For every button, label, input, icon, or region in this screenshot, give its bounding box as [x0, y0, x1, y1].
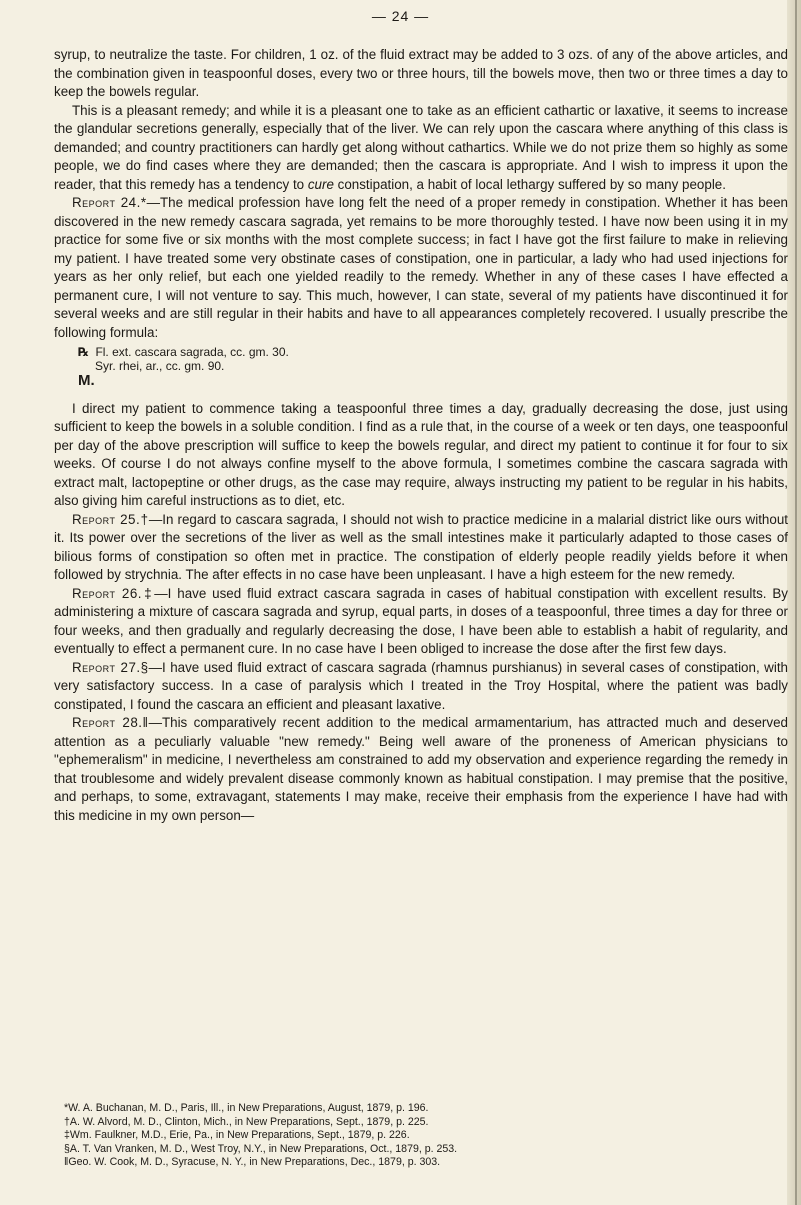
paragraph-pleasant-remedy — [54, 102, 788, 195]
footnotes — [64, 1102, 764, 1170]
report-label: Report 24.* — [72, 195, 147, 210]
report-25 — [54, 511, 788, 585]
page-number: — 24 — — [371, 8, 430, 24]
report-text: —The medical profession have long felt the need of a proper remedy in constipation. Whether it has been discovered in the new remedy cascara sagrada, yet remains to be more thoroughly tested. I have now been using it in my practice for some five or six months with the most complete success; in fact I have got the first failure to make in relieving my patient. I have treated some very obstinate cases of constipation, one in particular, a lady who had used injections for years as her only relief, but each one yielded readily to the remedy. Whether in any of these cases I have effected a permanent cure, I will not venture to say. This much, however, I can state, several of my patients have discontinued it for several weeks and are still regular in their habits and have to all appearances completely recovered. I usually prescribe the following formula: — [54, 195, 789, 340]
prescription-mark: M. — [78, 372, 95, 389]
report-text: —In regard to cascara sagrada, I should not wish to practice medicine in a malarial district like ours without it. Its power over the secretions of the liver as well as the small intestines make it particularly adapted to those cases of bilious forms of constipation so often met in practice. The constipation of elderly people readily yields before it when followed by strychnia. The after effects in no case have been unpleasant. I have a high esteem for the new remedy. — [54, 511, 788, 582]
binding-line — [795, 0, 797, 1205]
report-label: Report 25.† — [72, 511, 149, 527]
paragraph-directions: I direct my patient to commence taking a teaspoonful three times a day, gradually decreasing the dose, just using sufficient to keep the bowels in a soluble condition. I find as a rule that, in the course of a week or ten days, one teaspoonful per day of the above prescription will suffice to keep the bowels regular, and direct my patient to continue it for four to six weeks. Of course I do not always confine myself to the above formula, I sometimes combine the cascara sagrada with extract malt, lactopeptine or other drugs, as the case may require, always instructing my patient to be regular in his habits, also giving him careful instructions as to diet, etc. — [54, 400, 788, 508]
body-text — [54, 46, 788, 825]
prescription-line — [78, 346, 788, 360]
paragraph-text: This is a pleasant remedy; and while it is a pleasant one to take as an efficient cathartic or laxative, it seems to increase the glandular secretions generally, especially that of the liver. We can rely upon the cascara where anything of this class is demanded; and country practitioners can hardly get along without cathartics. While we do not prize them so highly as some people, we do find cases where they are demanded; then the cascara is appropriate. And I wish to impress it upon the reader, that this remedy has a tendency to — [54, 102, 788, 192]
report-26 — [54, 585, 788, 659]
report-24 — [54, 194, 788, 342]
footnote-1: *W. A. Buchanan, M. D., Paris, Ill., in New Preparations, August, 1879, p. 196. — [64, 1102, 429, 1114]
report-text: —This comparatively recent addition to the medical armamentarium, has attracted much and deserved attention as a peculiarly valuable "new remedy." Being well aware of the proneness of American physicians to "ephemeralism" in medicine, I nevertheless am constrained to add my observation and experience regarding the remedy in that troublesome and widely prevalent disease commonly known as habitual constipation. I may premise that the positive, and perhaps, to some, extravagant, statements I may make, receive their emphasis from the experience I have had with this medicine in my own person— — [54, 715, 788, 823]
prescription-ingredient-1: Fl. ext. cascara sagrada, cc. gm. 30. — [95, 345, 289, 359]
footnote-2: †A. W. Alvord, M. D., Clinton, Mich., in New Preparations, Sept., 1879, p. 225. — [64, 1115, 429, 1128]
rx-symbol: ℞ — [78, 345, 89, 359]
paragraph-continuation: syrup, to neutralize the taste. For children, 1 oz. of the fluid extract may be added to 3 ozs. of any of the above articles, and the combination given in teaspoonful doses, every two or three hours, till the bowels move, then two or three times a day to keep the bowels regular. — [54, 47, 788, 99]
page-edge — [787, 0, 801, 1205]
prescription-ingredient-2: Syr. rhei, ar., cc. gm. 90. — [95, 358, 225, 373]
report-28 — [54, 714, 788, 825]
report-label: Report 26.‡ — [72, 585, 155, 601]
footnote-3: ‡Wm. Faulkner, M.D., Erie, Pa., in New Preparations, Sept., 1879, p. 226. — [64, 1129, 410, 1141]
paragraph-text: constipation, a habit of local lethargy suffered by so many people. — [337, 176, 726, 192]
footnote-4: §A. T. Van Vranken, M. D., West Troy, N.Y., in New Preparations, Oct., 1879, p. 253. — [64, 1142, 458, 1155]
prescription-formula — [78, 346, 788, 388]
report-label: Report 28.‖ — [72, 715, 149, 730]
report-text: —I have used fluid extract of cascara sagrada (rhamnus purshianus) in several cases of constipation, with very satisfactory success. In a case of paralysis which I treated in the Troy Hospital, where the patient was badly constipated, I found the cascara an efficient and pleasant laxative. — [54, 659, 788, 712]
report-text: —I have used fluid extract cascara sagrada in cases of habitual constipation with excellent results. By administering a mixture of cascara sagrada and syrup, equal parts, in doses of a teaspoonful, three times a day for three or four weeks, and then gradually and regularly decreasing the dose, I have been able to establish a habit of regularity, and eventually to effect a permanent cure. In no case have I been obliged to increase the dose after the first few days. — [54, 585, 788, 656]
report-27 — [54, 659, 788, 715]
italic-cure: cure — [307, 176, 334, 192]
report-label: Report 27.§ — [72, 659, 149, 675]
footnote-5: ‖Geo. W. Cook, M. D., Syracuse, N. Y., in New Preparations, Dec., 1879, p. 303. — [64, 1156, 441, 1168]
